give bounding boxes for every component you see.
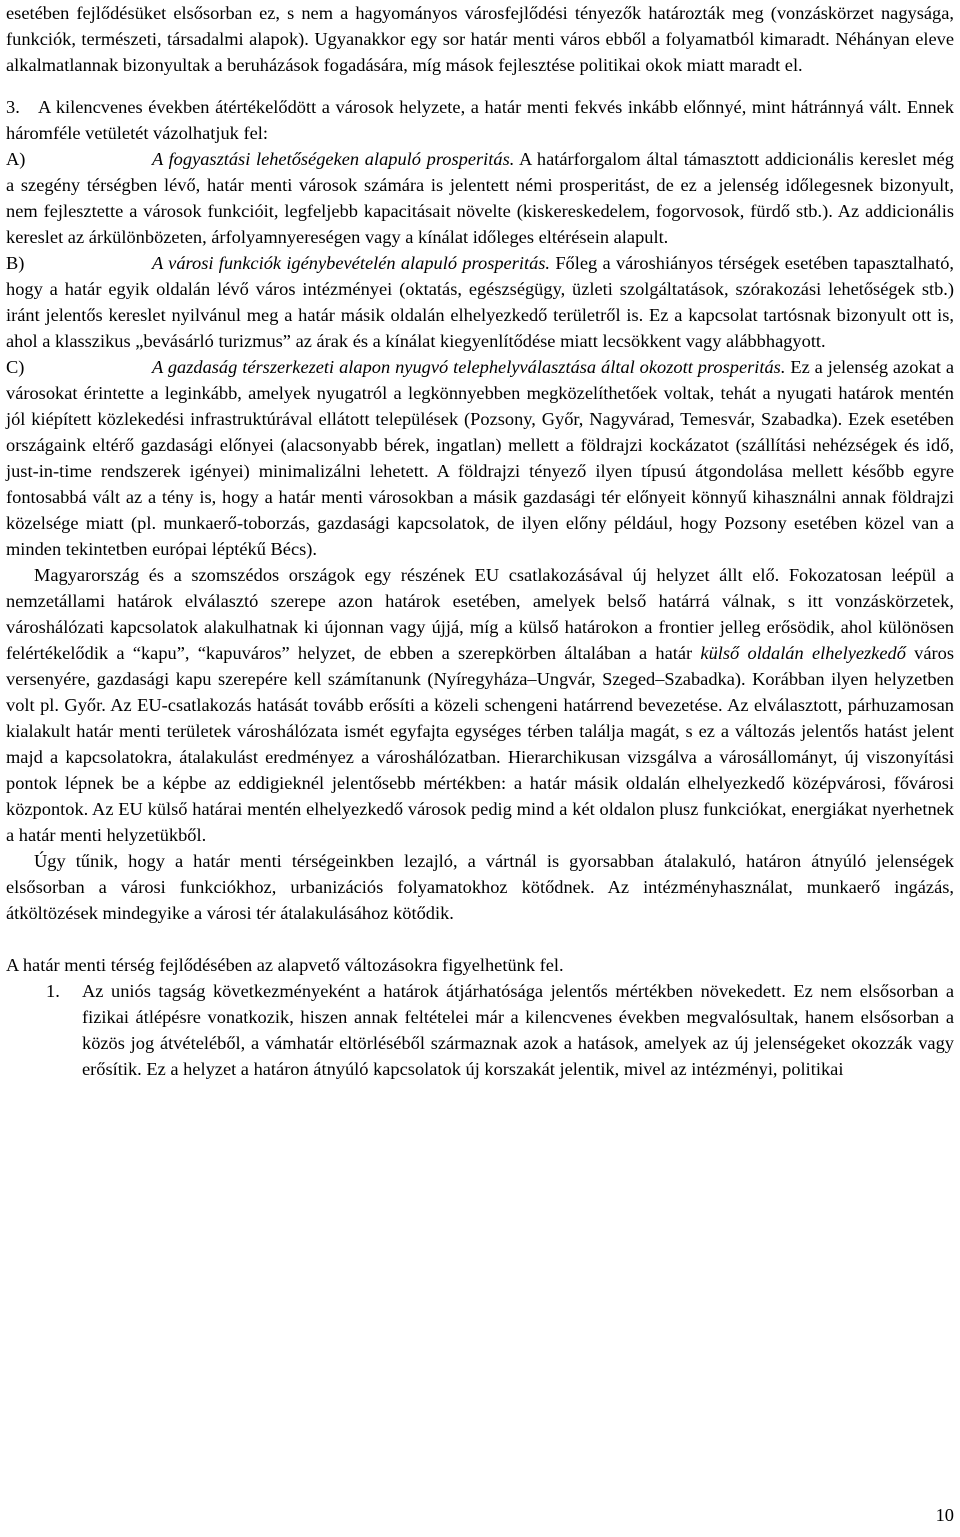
magyarorszag-text-2: város versenyére, gazdasági kapu szerepére kell számítanunk (Nyíregyháza–Ungvár, Szeged–Szabadka). Korábban ilyen helyzetben volt pl. Győr. Az EU-csatlakozás hatását tovább erősíti a közeli schengeni határrend bevezetése. Az elválasztott, párhuzamosan kialakult határ menti területek városhálózata ismét egyfajta egységes térben találja magát, s ez a változás jelentős hatást jelent majd a kapcsolatokra, átalakulást eredményez a városhálózatban. Hierarchikusan vizsgálva a városállományt, új viszonyítási pontok lépnek be a képbe az eddigieknél jelentősebb mértékben: a határ másik oldalán elhelyezkedő középvárosi, fővárosi központok. Az EU külső határai mentén elhelyezkedő városok pedig mind a két oldalon plusz funkciókat, energiákat nyerhetnek a határ menti helyzetükből. [6, 643, 954, 845]
item-c-label: C) [6, 357, 25, 377]
item-b-text: Főleg a városhiányos térségek esetében tapasztalható, hogy a határ egyik oldalán lévő város intézményei (oktatás, egészségügy, üzleti szolgáltatások, szórakozási lehetőségek stb.) iránt jelentős kereslet nyilvánul meg a határ másik oldalán elhelyezkedő területről is. Ez a kapcsolat tartósnak bizonyult ott is, ahol a klasszikus „bevásárló turizmus” az árak és a kínálat kiegyenlítődése miatt lecsökkent vagy alábbhagyott. [6, 253, 954, 351]
item-a-heading: A fogyasztási lehetőségeken alapuló prosperitás. [152, 149, 515, 169]
intro-paragraph: esetében fejlődésüket elsősorban ez, s nem a hagyományos városfejlődési tényezők határozták meg (vonzáskörzet nagysága, funkciók, természeti, társadalmi alapok). Ugyanakkor egy sor határ menti város ebből a folyamatból kimaradt. Néhányan eleve alkalmatlannak bizonyultak a beruházások fogadására, míg mások fejlesztése politikai okok miatt maradt el. [6, 3, 954, 75]
item-c-heading: A gazdaság térszerkezeti alapon nyugvó telephelyválasztása által okozott prosperitás. [152, 357, 786, 377]
list-item-text: Az uniós tagság következményeként a határok átjárhatósága jelentős mértékben növekedett. Ez nem elsősorban a fizikai átlépésre vonatkozik, hiszen annak feltételei már a kilencvenes években megvalósultak, hanem elsősorban a közös jog átvételéből, a vámhatár eltörléséből származnak azok a hatások, amelyek az új jelenségeket okozzák vagy erősítik. Ez a helyzet a határon átnyúló kapcsolatok új korszakát jelentik, mivel az intézményi, politikai [82, 981, 954, 1079]
item-a-text: A határforgalom által támasztott addicionális kereslet még a szegény térségben lévő, határ menti városok számára is jelentett némi prosperitást, de ez a jelenség időlegesnek bizonyult, nem fejlesztette a városok funkcióit, legfeljebb kapacitásait növelte (kiskereskedelem, fogorvosok, fürdő stb.). Az addicionális kereslet az árkülönbözeten, árfolyamnyereségen vagy a kínálat időleges eltérésein alapult. [6, 149, 954, 247]
section-3-paragraph [6, 94, 954, 146]
magyarorszag-paragraph [6, 562, 954, 848]
list-item-number: 1. [46, 981, 60, 1001]
section-3-text: A kilencvenes években átértékelődött a városok helyzete, a határ menti fekvés inkább előnnyé, mint hátránnyá vált. Ennek háromféle vetületét vázolhatjuk fel: [6, 97, 954, 143]
ugy-tunik-paragraph: Úgy tűnik, hogy a határ menti térségeinkben lezajló, a vártnál is gyorsabban átalakuló, határon átnyúló jelenségek elsősorban a városi funkciókhoz, urbanizációs folyamatokhoz kötődnek. Az intézményhasználat, munkaerő ingázás, átköltözések mindegyike a városi tér átalakulásához kötődik. [6, 851, 954, 923]
item-b-heading: A városi funkciók igénybevételén alapuló prosperitás. [152, 253, 551, 273]
item-a [6, 146, 954, 250]
item-c [6, 354, 954, 562]
document-page [6, 0, 954, 1082]
hatar-menti-paragraph: A határ menti térség fejlődésében az alapvető változásokra figyelhetünk fel. [6, 955, 564, 975]
item-c-text: Ez a jelenség azokat a városokat érintette a leginkább, amelyek nyugatról a legkönnyebben megközelíthetőek voltak, tehát a nyugati határok mentén jól kiépített közlekedési infrastruktúrával ellátott települések (Pozsony, Győr, Nagyvárad, Temesvár, Szabadka). Ezek esetében országaink eltérő gazdasági előnyei (alacsonyabb bérek, ingatlan) mellett a földrajzi kockázatot (szállítási nehézségek és idő, just-in-time rendszerek igényei) minimalizálni lehetett. A földrajzi tényező ilyen típusú átgondolása mellett később egyre fontosabbá vált az a tény is, hogy a határ menti városokban a másik gazdasági tér előnyeit könnyű kihasználni annak földrajzi közelsége miatt (pl. munkaerő-toborzás, gazdasági kapcsolatok, de ilyen előny például, hogy Pozsony esetében közel van a minden tekintetben európai léptékű Bécs). [6, 357, 955, 559]
numbered-list-item-1 [6, 978, 954, 1082]
section-number: 3. [6, 97, 20, 117]
item-a-label: A) [6, 149, 26, 169]
item-b [6, 250, 954, 354]
magyarorszag-text-1: Magyarország és a szomszédos országok egy részének EU csatlakozásával új helyzet állt elő. Fokozatosan leépül a nemzetállami határok elválasztó szerepe azon határok esetében, amelyek belső határrá válnak, s itt vonzáskörzetek, városhálózati kapcsolatok alakulhatnak ki újonnan vagy újjá, míg a külső határokon a frontier jelleg erősödik, ahol különösen felértékelődik a “kapu”, “kapuváros” helyzet, de ebben a szerepkörben általában a határ [6, 565, 954, 663]
page-number: 10 [935, 1505, 954, 1525]
item-b-label: B) [6, 253, 25, 273]
magyarorszag-emphasis: külső oldalán elhelyezkedő [700, 643, 906, 663]
